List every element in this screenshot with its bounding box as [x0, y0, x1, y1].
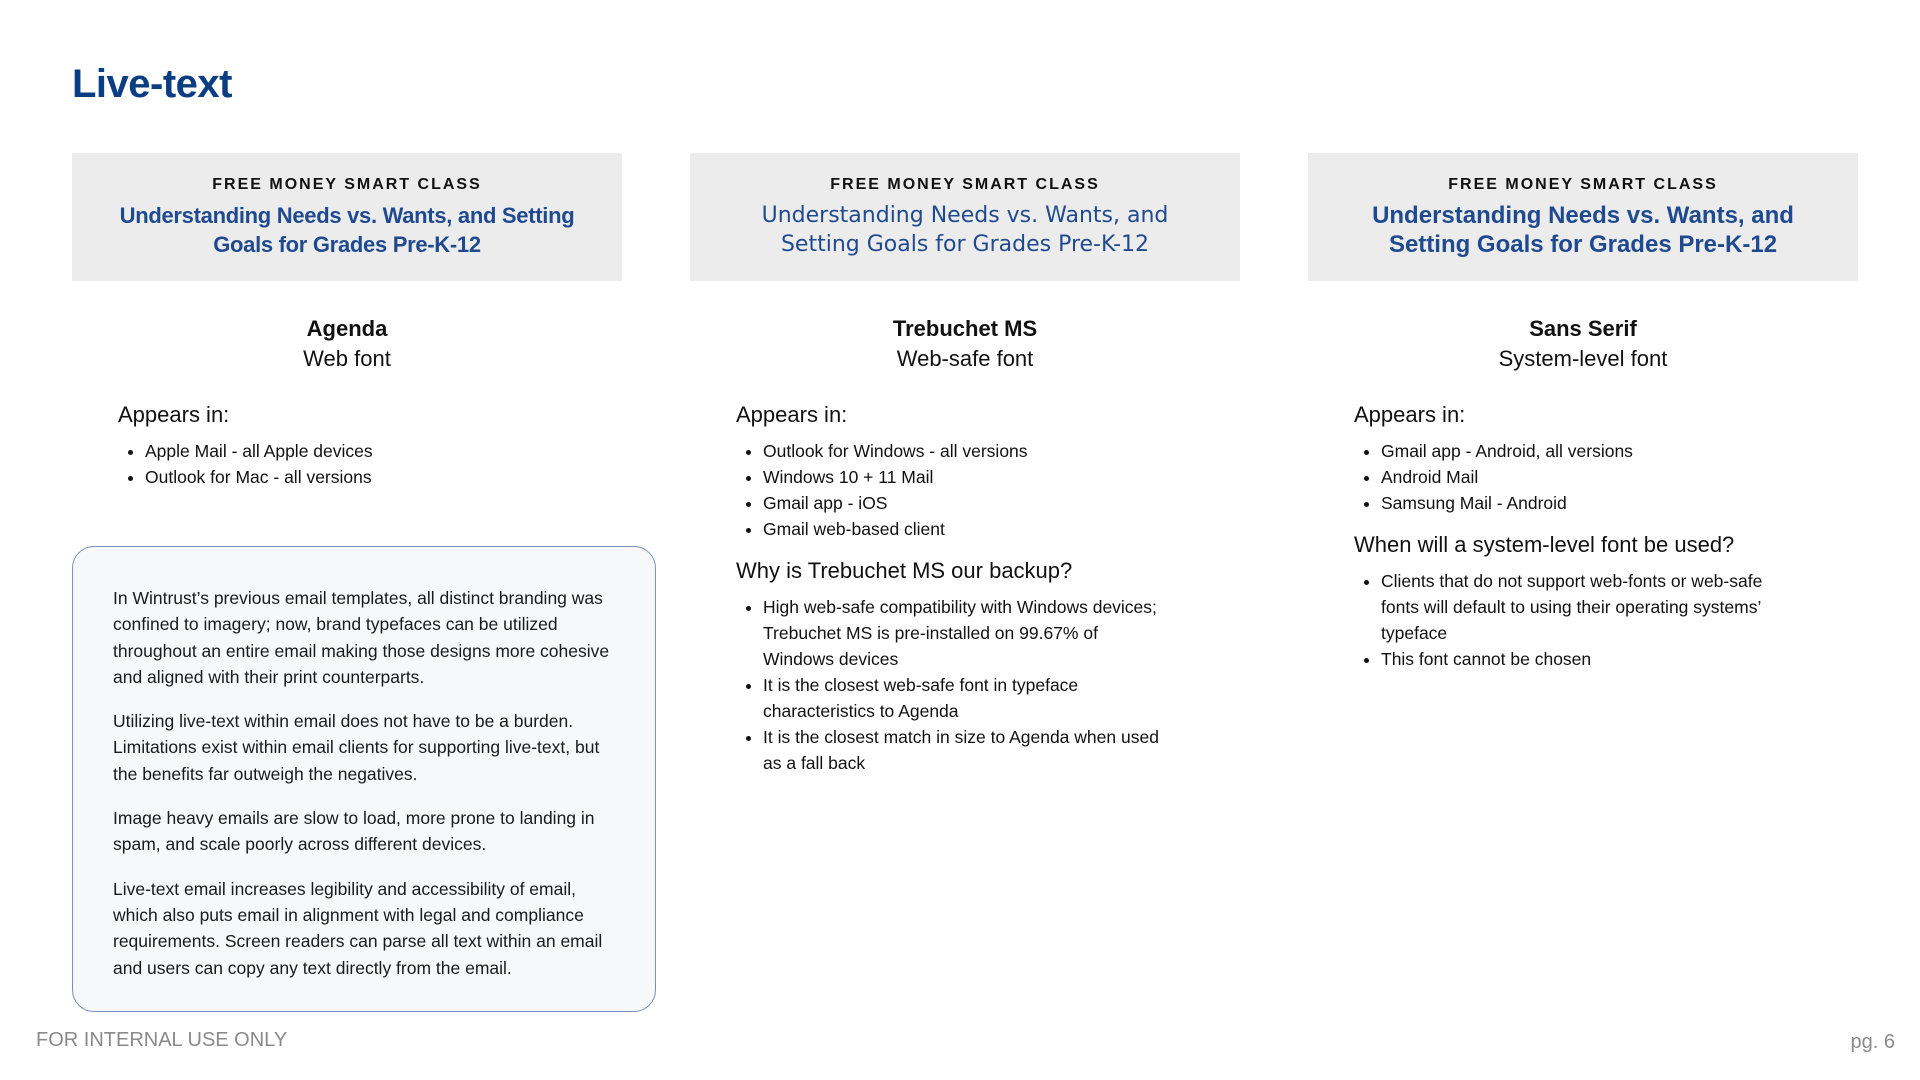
font-name: Agenda [306, 316, 388, 341]
column-agenda [72, 153, 622, 490]
appears-in-list [118, 438, 592, 490]
list-item: • It is the closest match in size to Agenda when used as a fall back [763, 724, 1170, 776]
list-item: • Gmail web-based client [763, 516, 1210, 542]
list-item: • Clients that do not support web-fonts or web-safe fonts will default to using their operating systems’ typeface [1381, 568, 1798, 646]
appears-in-heading: Appears in: [736, 402, 848, 427]
page-number: pg. 6 [1850, 1031, 1895, 1053]
banner-title: Understanding Needs vs. Wants, and Setting Goals for Grades Pre-K-12 [1372, 202, 1794, 258]
list-item: • It is the closest web-safe font in typeface characteristics to Agenda [763, 672, 1170, 724]
list-item: • Apple Mail - all Apple devices [145, 438, 592, 464]
appears-in-list [1354, 438, 1828, 516]
column-trebuchet [690, 153, 1240, 776]
banner-title: Understanding Needs vs. Wants, and Setting Goals for Grades Pre-K-12 [761, 203, 1169, 257]
backup-reason-list [736, 594, 1210, 776]
list-item: • Windows 10 + 11 Mail [763, 464, 1210, 490]
banner-title: Understanding Needs vs. Wants, and Setting Goals for Grades Pre-K-12 [119, 203, 575, 257]
email-banner-preview [690, 153, 1240, 281]
list-item: • This font cannot be chosen [1381, 646, 1798, 672]
backup-reason-heading: Why is Trebuchet MS our backup? [736, 558, 1073, 583]
list-item: • Outlook for Mac - all versions [145, 464, 592, 490]
appears-in-heading: Appears in: [118, 402, 230, 427]
font-name: Trebuchet MS [892, 316, 1038, 341]
footer-confidentiality-note: FOR INTERNAL USE ONLY [36, 1029, 288, 1051]
live-text-info-box [72, 546, 656, 1012]
font-type: Web-safe font [896, 346, 1034, 371]
appears-in-section [72, 402, 622, 490]
list-item: • High web-safe compatibility with Windows devices; Trebuchet MS is pre-installed on 99.67% of Windows devices [763, 594, 1170, 672]
list-item: • Gmail app - Android, all versions [1381, 438, 1828, 464]
info-paragraph: Live-text email increases legibility and accessibility of email, which also puts email in alignment with legal and compliance requirements. Screen readers can parse all text within an email and users can copy any text directly from the email. [113, 878, 603, 978]
appears-in-section [1308, 402, 1858, 672]
appears-in-section [690, 402, 1240, 776]
column-sans-serif [1308, 153, 1858, 672]
font-type: Web font [303, 346, 391, 371]
appears-in-heading: Appears in: [1354, 402, 1466, 427]
info-paragraph: Utilizing live-text within email does not have to be a burden. Limitations exist within email clients for supporting live-text, but the benefits far outweigh the negatives. [113, 711, 600, 784]
page-title: Live-text [72, 62, 232, 106]
email-banner-preview [1308, 153, 1858, 281]
list-item: • Gmail app - iOS [763, 490, 1210, 516]
list-item: • Samsung Mail - Android [1381, 490, 1828, 516]
banner-eyebrow: FREE MONEY SMART CLASS [1448, 176, 1718, 193]
appears-in-list [736, 438, 1210, 542]
list-item: • Outlook for Windows - all versions [763, 438, 1210, 464]
info-paragraph: Image heavy emails are slow to load, more prone to landing in spam, and scale poorly across different devices. [113, 808, 595, 855]
email-banner-preview [72, 153, 622, 281]
font-name: Sans Serif [1529, 316, 1637, 341]
list-item: • Android Mail [1381, 464, 1828, 490]
banner-eyebrow: FREE MONEY SMART CLASS [830, 176, 1100, 193]
system-font-heading: When will a system-level font be used? [1354, 532, 1735, 557]
system-font-list [1354, 568, 1828, 672]
font-type: System-level font [1498, 346, 1668, 371]
info-paragraph: In Wintrust’s previous email templates, all distinct branding was confined to imagery; now, brand typefaces can be utilized throughout an entire email making those designs more cohesive and aligned with their print counterparts. [113, 588, 610, 687]
banner-eyebrow: FREE MONEY SMART CLASS [212, 176, 482, 193]
